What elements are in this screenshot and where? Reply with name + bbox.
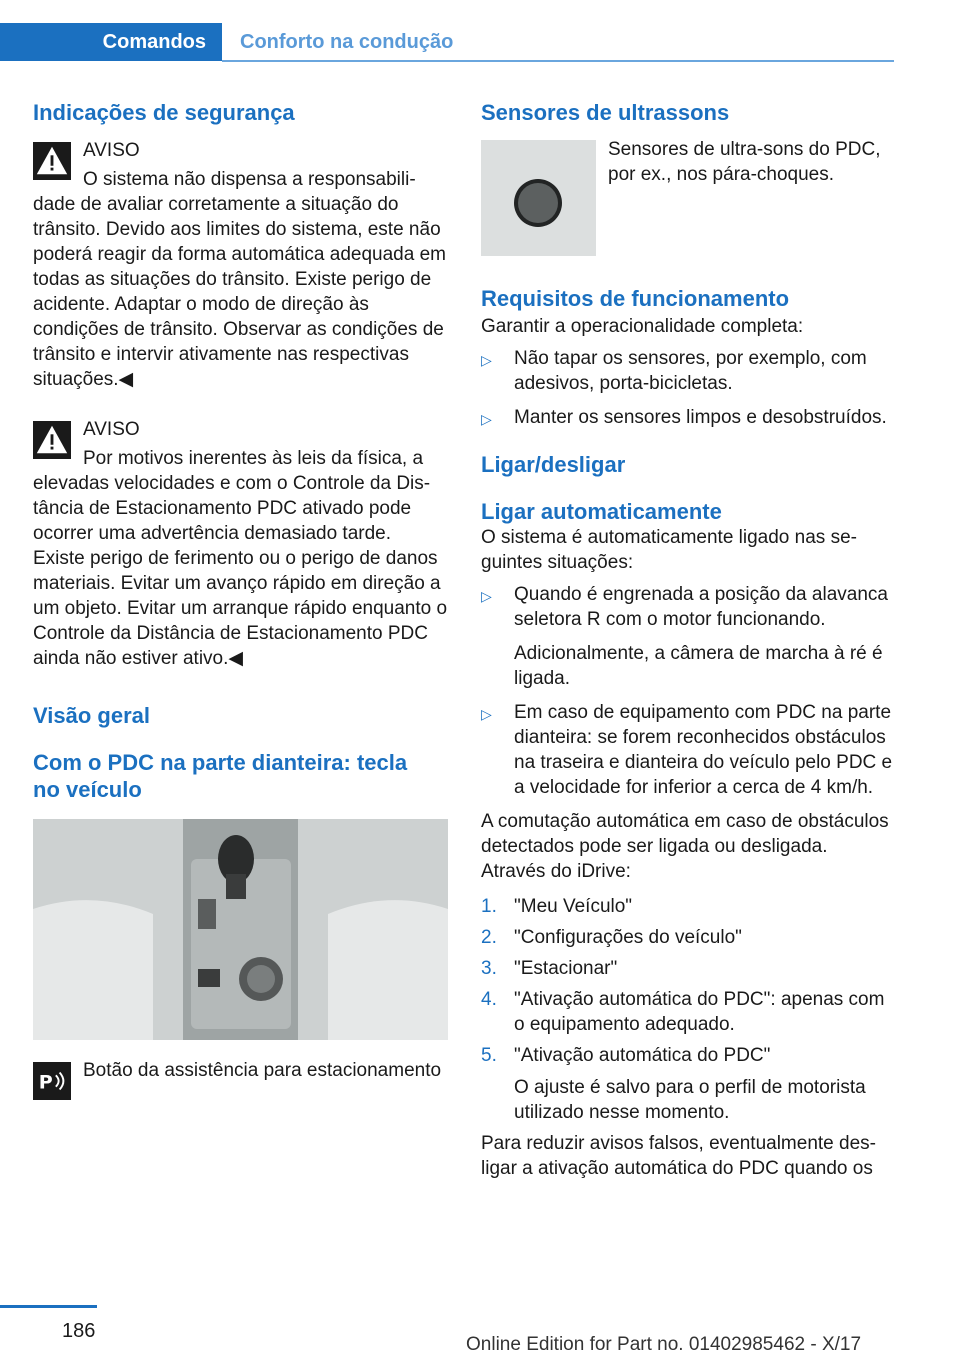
left-column (33, 98, 448, 1100)
warning-2-heading: AVISO (83, 419, 140, 440)
auto-conditions-list (481, 582, 894, 800)
overview-heading: Visão geral (33, 703, 150, 728)
safety-heading: Indicações de segurança (33, 100, 295, 125)
triangle-bullet-icon: ▷ (481, 411, 492, 427)
tab-comandos[interactable]: Comandos (0, 23, 222, 61)
warning-1-text: O sistema não dispensa a responsabilidade de avaliar corretamente a situação do trânsito. Devido aos limites do sistema, este não poderá reagir da forma automática adequada em todas as situações do trânsito. Existe perigo de acidente. Adaptar o modo de direção às condições de trânsito. Observar as condições de trânsito e intervir ativamente nas respectivas situações.◀ (33, 169, 446, 390)
warning-block-1 (33, 138, 448, 392)
sensors-heading: Sensores de ultrassons (481, 100, 730, 125)
list-item: ▷ Manter os sensores limpos e desobstruídos. (481, 405, 894, 432)
header-divider (222, 60, 894, 62)
requirements-heading: Requisitos de funcionamento (481, 286, 790, 311)
right-column (481, 98, 894, 1181)
list-item: 4. "Ativação automática do PDC": apenas com o equipamento adequado. (481, 989, 885, 1035)
warning-block-2 (33, 417, 448, 671)
triangle-bullet-icon: ▷ (481, 352, 492, 368)
warning-triangle-icon (33, 142, 71, 180)
list-item: 3. "Estacionar" (481, 958, 618, 979)
triangle-bullet-icon: ▷ (481, 588, 492, 604)
idrive-steps (481, 894, 894, 1125)
onoff-heading: Ligar/desligar (481, 452, 626, 477)
list-item: 5. "Ativação automática do PDC" O ajuste é salvo para o perfil de motorista utilizado nesse momento. (481, 1045, 866, 1123)
footer-accent-line (0, 1305, 97, 1308)
list-item: 1. "Meu Veículo" (481, 896, 633, 917)
header-bar (0, 0, 960, 62)
list-item: ▷ Quando é engrenada a posição da alavanca seletora R com o motor funcionando. Adicionalmente, a câmera de marcha à ré é ligada. (481, 584, 888, 689)
edition-footer: Online Edition for Part no. 01402985462 - X/17 (466, 1334, 862, 1355)
warning-2-text: Por motivos inerentes às leis da física, a elevadas velocidades e com o Controle da Distância de Estacionamento PDC ativado pode ocorrer uma advertência demasiado tarde. Existe perigo de ferimento ou o perigo de danos materiais. Evitar um avanço rápido em direção a um objeto. Evitar um arranque rápido enquanto o Controle da Distância de Estacionamento PDC ainda não estiver ativo.◀ (33, 448, 448, 669)
closing-text: Para reduzir avisos falsos, eventualmente desligar a ativação automática do PDC quando os (481, 1133, 876, 1179)
button-caption: Botão da assistência para estacionamento (83, 1060, 442, 1081)
park-assist-button-icon (33, 1062, 71, 1100)
warning-1-heading: AVISO (83, 140, 140, 161)
requirements-list (481, 346, 894, 432)
tab-conforto-na-conducao[interactable]: Conforto na condução (240, 30, 454, 53)
list-item: ▷ Não tapar os sensores, por exemplo, com adesivos, porta-bicicletas. (481, 348, 867, 394)
page-number: 186 (62, 1320, 96, 1342)
auto-switch-text: A comutação automática em caso de obstáculos detectados pode ser ligada ou desligada. Através do iDrive: (481, 811, 889, 882)
list-item: 2. "Configurações do veículo" (481, 927, 742, 948)
requirements-intro: Garantir a operacionalidade completa: (481, 316, 804, 337)
ultrasonic-sensor-image (481, 140, 596, 256)
front-pdc-heading: Com o PDC na parte dianteira: tecla no veículo (33, 750, 408, 802)
warning-triangle-icon (33, 421, 71, 459)
triangle-bullet-icon: ▷ (481, 706, 492, 722)
svg-text:P: P (38, 1071, 53, 1094)
center-console-image (33, 819, 448, 1040)
auto-intro: O sistema é automaticamente ligado nas seguintes situações: (481, 527, 857, 573)
auto-on-heading: Ligar automaticamente (481, 499, 722, 524)
sensors-caption: Sensores de ultra-sons do PDC, por ex., nos pára-choques. (608, 139, 881, 185)
button-caption-row (33, 1058, 448, 1100)
list-item: ▷ Em caso de equipamento com PDC na parte dianteira: se forem reconhecidos obstáculos na traseira e dianteira do veículo pelo PDC e a velocidade for inferior a cerca de 4 km/h. (481, 702, 893, 798)
sensor-row (481, 140, 894, 256)
